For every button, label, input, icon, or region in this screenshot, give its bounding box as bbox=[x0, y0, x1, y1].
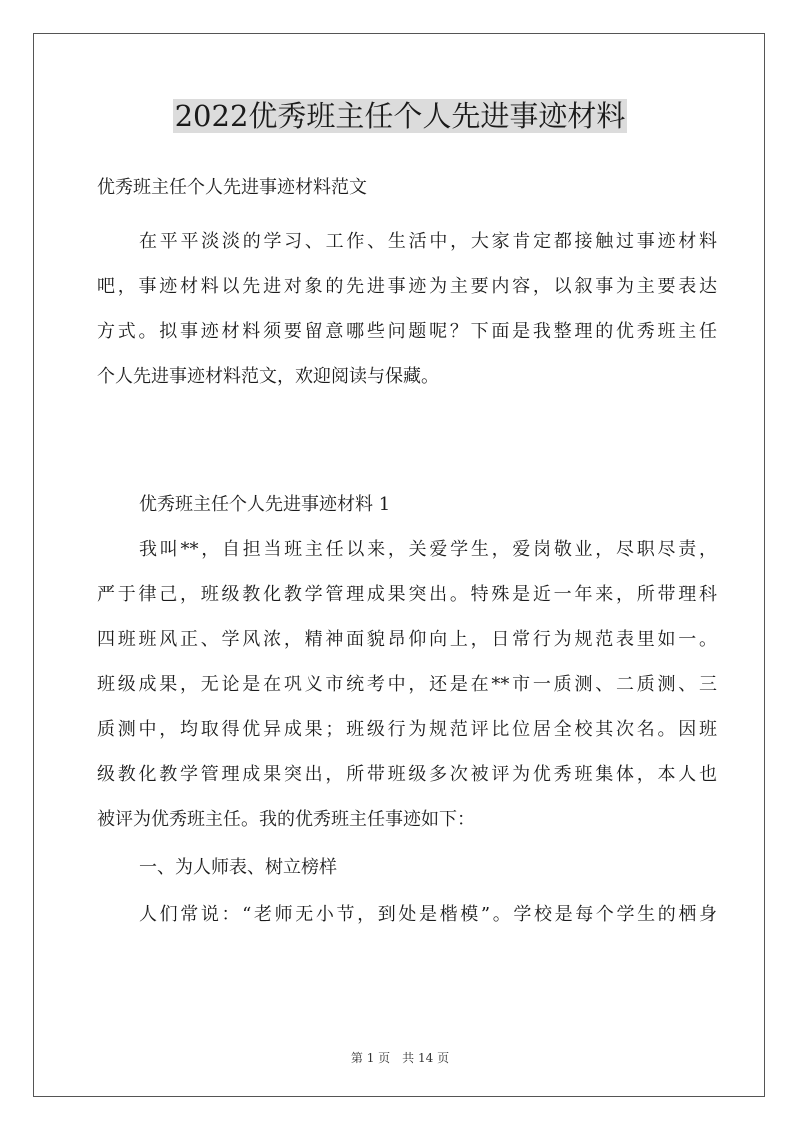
subheading: 一、为人师表、树立榜样 bbox=[139, 857, 337, 878]
body-line-7: 被评为优秀班主任。我的优秀班主任事迹如下： bbox=[97, 809, 475, 830]
document-title: 2022优秀班主任个人先进事迹材料 bbox=[174, 99, 626, 133]
document-subtitle: 优秀班主任个人先进事迹材料范文 bbox=[97, 177, 367, 198]
intro-line-2: 吧，事迹材料以先进对象的先进事迹为主要内容，以叙事为主要表达 bbox=[97, 276, 717, 297]
intro-line-1: 在平平淡淡的学习、工作、生活中，大家肯定都接触过事迹材料 bbox=[139, 231, 717, 252]
body-line-4: 班级成果，无论是在巩义市统考中，还是在**市一质测、二质测、三 bbox=[97, 674, 717, 695]
body-line-3: 四班班风正、学风浓，精神面貌昂仰向上，日常行为规范表里如一。 bbox=[97, 629, 717, 650]
intro-line-4: 个人先进事迹材料范文，欢迎阅读与保藏。 bbox=[97, 366, 439, 387]
body-last-line: 人们常说：“老师无小节，到处是楷模”。学校是每个学生的栖身 bbox=[139, 904, 717, 925]
body-line-2: 严于律己，班级教化教学管理成果突出。特殊是近一年来，所带理科 bbox=[97, 584, 717, 605]
body-line-1: 我叫**，自担当班主任以来，关爱学生，爱岗敬业，尽职尽责， bbox=[139, 539, 717, 560]
page-total: 共 14 页 bbox=[402, 1051, 450, 1065]
body-line-5: 质测中，均取得优异成果；班级行为规范评比位居全校其次名。因班 bbox=[97, 719, 717, 740]
page-footer bbox=[0, 1050, 800, 1066]
body-line-6: 级教化教学管理成果突出，所带班级多次被评为优秀班集体，本人也 bbox=[97, 764, 717, 785]
intro-line-3: 方式。拟事迹材料须要留意哪些问题呢？下面是我整理的优秀班主任 bbox=[97, 321, 717, 342]
page-number: 第 1 页 bbox=[350, 1051, 391, 1065]
section-heading: 优秀班主任个人先进事迹材料 1 bbox=[139, 494, 391, 515]
